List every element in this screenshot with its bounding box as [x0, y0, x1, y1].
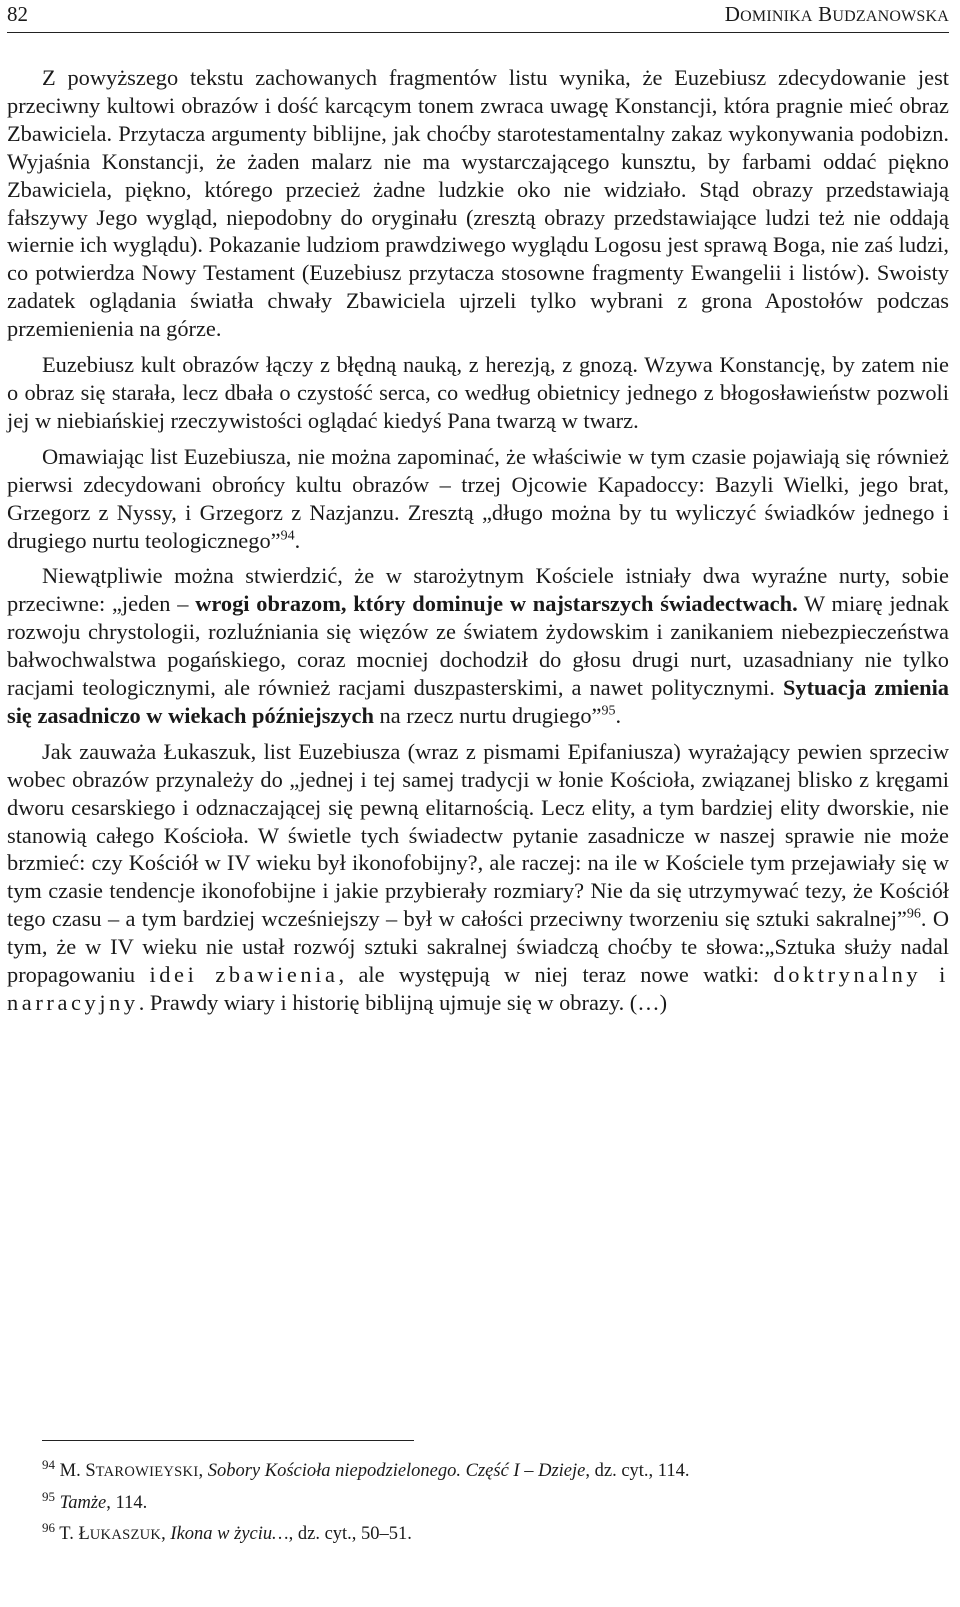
- running-head-author: DOMINIKA BUDZANOWSKA: [724, 2, 949, 26]
- footnote-title: Sobory Kościoła niepodzielonego. Część I – Dzieje: [207, 1461, 586, 1481]
- spaced-emphasis: idei zbawienia: [149, 962, 339, 988]
- paragraph-4: Niewątpliwie można stwierdzić, że w starożytnym Kościele istniały dwa wyraźne nurty, sobie przeciwne: „jeden – wrogi obrazom, który dominuje w najstarszych świadectwach. W miarę jednak rozwoju chrystologii, rozluźniania się więzów ze światem żydowskim i zanikaniem niebezpieczeństwa bałwochwalstwa pogańskiego, coraz mocniej dochodził do głosu drugi nurt, uzasadniany nie tylko racjami teologicznymi, ale również racjami duszpasterskimi, a nawet politycznymi. Sytuacja zmienia się zasadniczo w wiekach późniejszych na rzecz nurtu drugiego”$^{95}$.: [7, 563, 949, 728]
- footnote-ref-95[interactable]: 95: [601, 703, 616, 719]
- footnote-separator: [42, 1440, 414, 1441]
- bold-emphasis: Sytuacja zmienia się zasadniczo w wiekach późniejszych: [7, 675, 949, 728]
- footnote-96: $^{96}$ T. ŁUKASZUK, Ikona w życiu…, dz. cyt., 50–51.: [42, 1519, 412, 1544]
- page-header: [7, 0, 949, 33]
- bold-emphasis: wrogi obrazom, który dominuje w najstarszych świadectwach.: [195, 591, 798, 617]
- footnote-95: $^{95}$ Tamże, 114.: [42, 1488, 148, 1513]
- footnote-number: 96: [42, 1519, 55, 1535]
- footnote-title: Tamże: [59, 1493, 107, 1513]
- footnote-ref-94[interactable]: 94: [280, 528, 295, 544]
- paragraph-5: Jak zauważa Łukaszuk, list Euzebiusza (wraz z pismami Epifaniusza) wyrażający pewien sprzeciw wobec obrazów przynależy do „jednej i tej samej tradycji w łonie Kościoła, związanej blisko z kręgami dworu cesarskiego i odznaczającej się pewną elitarnością. Lecz elity, a tym bardziej elity dworskie, nie stanowią całego Kościoła. W świetle tych świadectw pytanie zasadnicze w naszej sprawie nie może brzmieć: czy Kościół w IV wieku był ikonofobijny?, ale raczej: na ile w Kościele tym przejawiały się w tym czasie tendencje ikonofobijne i jakie przybierały rozmiary? Nie da się utrzymywać tezy, że Kościół tego czasu – a tym bardziej wcześniejszy – był w całości przeciwny tworzeniu się sztuki sakralnej”$^{96}$. O tym, że w IV wieku nie ustał rozwój sztuki sakralnej świadczą choćby te słowa:„Sztuka służy nadal propagowaniu idei zbawienia, ale występują w niej teraz nowe watki: doktrynalny i narracyjny. Prawdy wiary i historię biblijną ujmuje się w obrazy. (…): [7, 738, 949, 1015]
- footnote-number: 94: [42, 1456, 55, 1472]
- body-text: [7, 64, 949, 1017]
- footnotes: [42, 1456, 942, 1551]
- spaced-emphasis: doktrynalny i narracyjny: [7, 962, 949, 1015]
- footnote-94: $^{94}$ M. STAROWIEYSKI, Sobory Kościoła niepodzielonego. Część I – Dzieje, dz. cyt., 114.: [42, 1456, 690, 1481]
- footnote-ref-96[interactable]: 96: [906, 906, 921, 922]
- footnote-number: 95: [42, 1488, 55, 1504]
- paragraph-2: Euzebiusz kult obrazów łączy z błędną nauką, z herezją, z gnozą. Wzywa Konstancję, by zatem nie o obraz się starała, lecz dbała o czystość serca, co według obietnicy jednego z błogosławieństw pozwoli jej w niebiańskiej rzeczywistości oglądać kiedyś Pana twarzą w twarz.: [7, 352, 949, 433]
- paragraph-3: Omawiając list Euzebiusza, nie można zapominać, że właściwie w tym czasie pojawiają się również pierwsi zdecydowani obrońcy kultu obrazów – trzej Ojcowie Kapadoccy: Bazyli Wielki, jego brat, Grzegorz z Nyssy, i Grzegorz z Nazjanzu. Zresztą „długo można by tu wyliczyć świadków jednego i drugiego nurtu teologicznego”$^{94}$.: [7, 443, 949, 553]
- footnote-title: Ikona w życiu…: [170, 1524, 289, 1544]
- paragraph-1: Z powyższego tekstu zachowanych fragmentów listu wynika, że Euzebiusz zdecydowanie jest przeciwny kultowi obrazów i dość karcącym tonem zwraca uwagę Konstancji, która pragnie mieć obraz Zbawiciela. Przytacza argumenty biblijne, jak choćby starotestamentalny zakaz wykonywania podobizn. Wyjaśnia Konstancji, że żaden malarz nie ma wystarczającego kunsztu, by farbami oddać piękno Zbawiciela, piękno, którego przecież żadne ludzkie oko nie widziało. Stąd obrazy przedstawiają fałszywy Jego wygląd, niepodobny do oryginału (zresztą obrazy przedstawiające ludzi też nie oddają wiernie ich wyglądu). Pokazanie ludziom prawdziwego wyglądu Logosu jest sprawą Boga, nie zaś ludzi, co potwierdza Nowy Testament (Euzebiusz przytacza stosowne fragmenty Ewangelii i listów). Swoisty zadatek oglądania światła chwały Zbawiciela ujrzeli tylko wybrani z grona Apostołów podczas przemienienia na górze.: [7, 65, 949, 342]
- page-number: 82: [7, 2, 28, 26]
